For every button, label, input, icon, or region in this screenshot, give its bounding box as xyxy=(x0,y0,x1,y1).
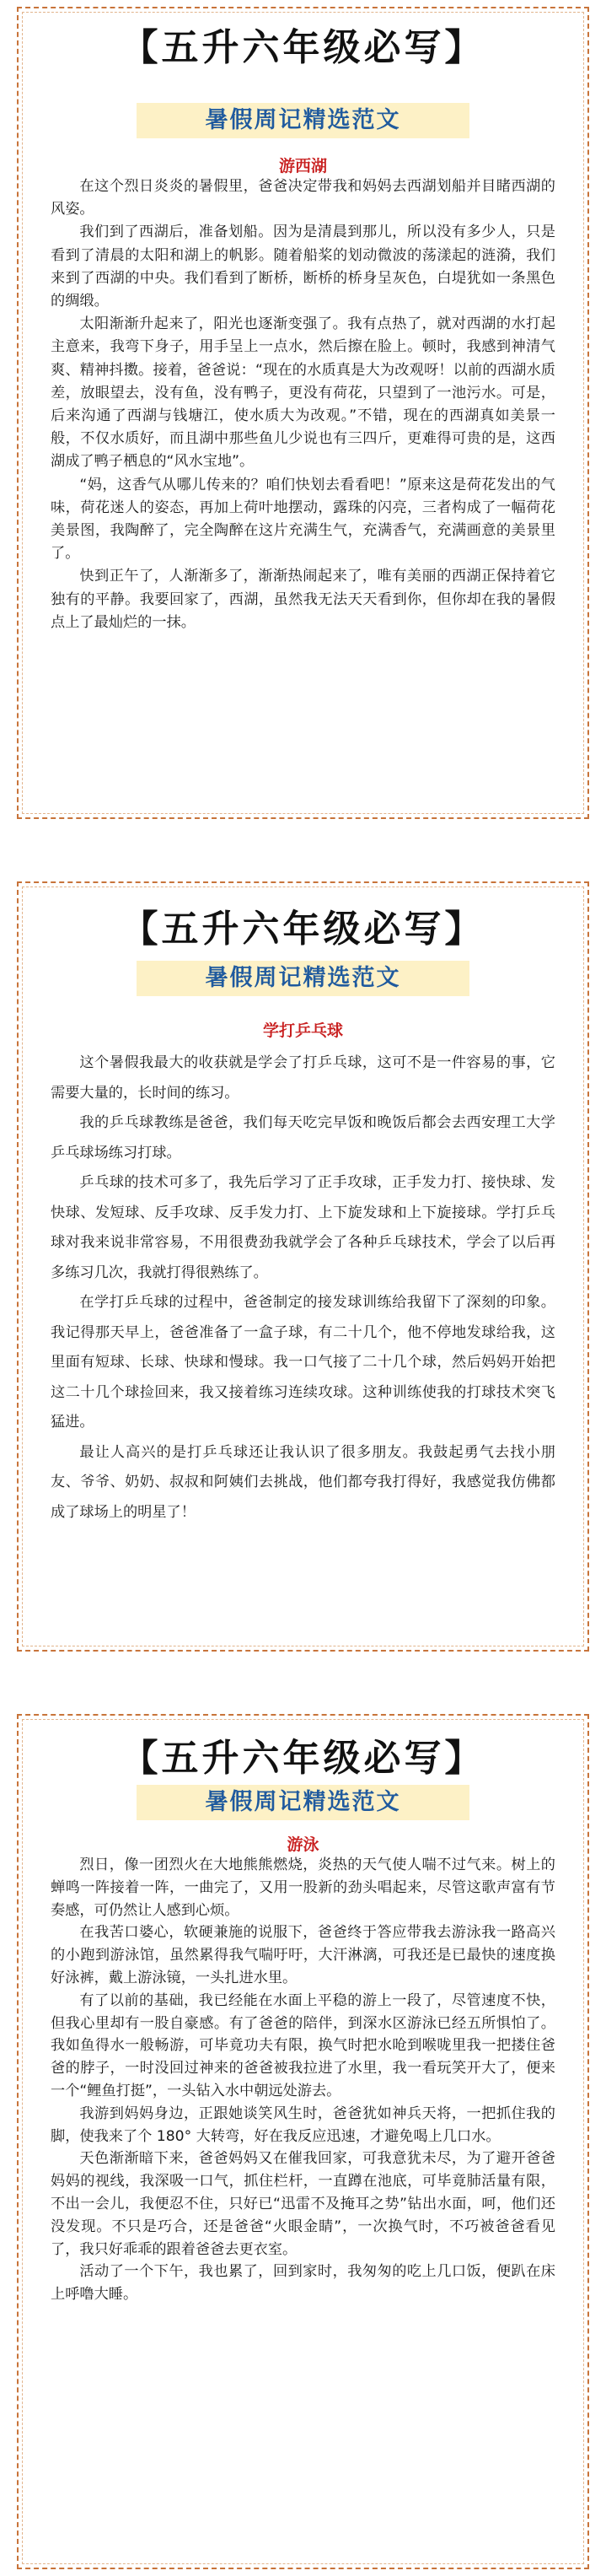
paragraph: 天色渐渐暗下来，爸爸妈妈又在催我回家，可我意犹未尽，为了避开爸爸妈妈的视线，我深吸一口气，抓住栏杆，一直蹲在池底，可毕竟肺活量有限，不出一会儿，我便忍不住，只好已“迅雷不及掩耳之势”钻出水面，呵，他们还没发现。不只是巧合，还是爸爸“火眼金睛”，一次换气时，不巧被爸爸看见了，我只好乖乖的跟着爸爸去更衣室。 xyxy=(51,2150,555,2258)
paragraph: 乒乓球的技术可多了，我先后学习了正手攻球，正手发力打、接快球、发快球、发短球、反手攻球、反手发力打、上下旋发球和上下旋接球。学打乒乓球对我来说非常容易，不用很费劲我就学会了各种乒乓球技术，学会了以后再多练习几次，我就打得很熟练了。 xyxy=(51,1174,555,1281)
paragraph: “妈，这香气从哪儿传来的？咱们快划去看看吧！”原来这是荷花发出的气味，荷花迷人的姿态，再加上荷叶地摆动，露珠的闪亮，三者构成了一幅荷花美景图，我陶醉了，完全陶醉在这片充满生气，充满香气，充满画意的美景里了。 xyxy=(51,476,555,563)
paragraph: 我的乒乓球教练是爸爸，我们每天吃完早饭和晚饭后都会去西安理工大学乒乓球场练习打球。 xyxy=(51,1114,555,1161)
essay-card-1 xyxy=(17,7,589,819)
essay-title: 游泳 xyxy=(287,1835,319,1854)
paragraph: 有了以前的基础，我已经能在水面上平稳的游上一段了，尽管速度不快，但我心里却有一股自豪感。有了爸爸的陪伴，到深水区游泳已经五所惧怕了。我如鱼得水一般畅游，可毕竟功夫有限，换气时把水呛到喉咙里我一把搂住爸爸的脖子，一时没回过神来的爸爸被我拉进了水里，我一看玩笑开大了，便来一个“鲤鱼打挺”，一头钻入水中朝远处游去。 xyxy=(51,1991,555,2099)
essay-body xyxy=(51,1854,555,2306)
paragraph: 太阳渐渐升起来了，阳光也逐渐变强了。我有点热了，就对西湖的水打起主意来，我弯下身子，用手呈上一点水，然后擦在脸上。顿时，我感到神清气爽、精神抖擞。接着，爸爸说：“现在的水质真是大为改观呀！以前的西湖水质差，放眼望去，没有鱼，没有鸭子，更没有荷花，只望到了一池污水。可是，后来沟通了西湖与钱塘江，使水质大为改观。”不错，现在的西湖真如美景一般，不仅水质好，而且湖中那些鱼儿少说也有三四斤，更难得可贵的是，这西湖成了鸭子栖息的“风水宝地”。 xyxy=(51,315,555,471)
essay-body xyxy=(51,175,555,634)
essay-card-3 xyxy=(17,1714,589,2569)
paragraph: 最让人高兴的是打乒乓球还让我认识了很多朋友。我鼓起勇气去找小朋友、爷爷、奶奶、叔叔和阿姨们去挑战，他们都夸我打得好，我感觉我仿佛都成了球场上的明星了！ xyxy=(51,1443,555,1521)
essay-title: 学打乒乓球 xyxy=(262,1021,343,1040)
paragraph: 在学打乒乓球的过程中，爸爸制定的接发球训练给我留下了深刻的印象。我记得那天早上，爸爸准备了一盒子球，有二十几个，他不停地发球给我，这里面有短球、长球、快球和慢球。我一口气接了二十几个球，然后妈妈开始把这二十几个球捡回来，我又接着练习连续攻球。这种训练使我的打球技术突飞猛进。 xyxy=(51,1294,555,1431)
card-subtitle: 暑假周记精选范文 xyxy=(137,961,469,996)
paragraph: 我游到妈妈身边，正跟她谈笑风生时，爸爸犹如神兵天将，一把抓住我的脚，使我来了个 180° 大转弯，好在我反应迅速，才避免喝上几口水。 xyxy=(51,2104,555,2145)
card-title: 【五升六年级必写】 xyxy=(121,26,485,69)
essay-card-2 xyxy=(17,881,589,1652)
paragraph: 烈日，像一团烈火在大地熊熊燃烧，炎热的天气使人喘不过气来。树上的蝉鸣一阵接着一阵，一曲完了，又用一股新的劲头唱起来，尽管这歌声富有节奏感，可仍然让人感到心烦。 xyxy=(51,1857,555,1919)
card-subtitle: 暑假周记精选范文 xyxy=(137,1785,469,1820)
essay-title: 游西湖 xyxy=(278,157,327,175)
essay-body xyxy=(51,1048,555,1528)
card-subtitle: 暑假周记精选范文 xyxy=(137,103,469,138)
card-title: 【五升六年级必写】 xyxy=(121,1737,485,1780)
paragraph: 这个暑假我最大的收获就是学会了打乒乓球，这可不是一件容易的事，它需要大量的，长时间的练习。 xyxy=(51,1054,555,1102)
paragraph: 快到正午了，人渐渐多了，渐渐热闹起来了，唯有美丽的西湖正保持着它独有的平静。我要回家了，西湖，虽然我无法天天看到你，但你却在我的暑假点上了最灿烂的一抹。 xyxy=(51,568,555,631)
paragraph: 我们到了西湖后，准备划船。因为是清晨到那儿，所以没有多少人，只是看到了清晨的太阳和湖上的帆影。随着船桨的划动微波的荡漾起的涟漪，我们来到了西湖的中央。我们看到了断桥，断桥的桥身呈灰色，白堤犹如一条黑色的绸缎。 xyxy=(51,224,555,310)
paragraph: 活动了一个下午，我也累了，回到家时，我匆匆的吃上几口饭，便趴在床上呼噜大睡。 xyxy=(51,2263,555,2304)
card-title: 【五升六年级必写】 xyxy=(121,908,485,951)
paragraph: 在我苦口婆心，软硬兼施的说服下，爸爸终于答应带我去游泳我一路高兴的小跑到游泳馆，虽然累得我气喘吁吁，大汗淋漓，可我还是已最快的速度换好泳裤，戴上游泳镜，一头扎进水里。 xyxy=(51,1924,555,1986)
paragraph: 在这个烈日炎炎的暑假里，爸爸决定带我和妈妈去西湖划船并目睹西湖的风姿。 xyxy=(51,178,555,218)
